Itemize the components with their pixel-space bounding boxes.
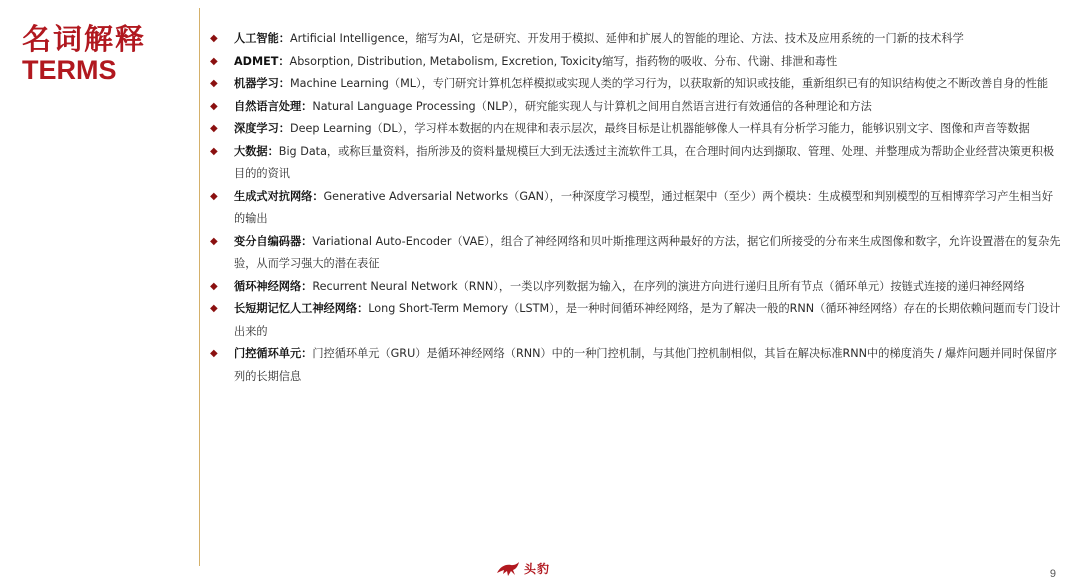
term-item — [208, 186, 1064, 231]
term-name: ADMET： — [234, 54, 290, 68]
page-number: 9 — [1049, 568, 1056, 580]
logo-text: 头豹 — [524, 562, 551, 576]
term-description: Absorption, Distribution, Metabolism, Excretion, Toxicity缩写，指药物的吸收、分布、代谢、排泄和毒性 — [289, 54, 838, 68]
term-description: Long Short-Term Memory（LSTM），是一种时间循环神经网络，是为了解决一般的RNN（循环神经网络）存在的长期依赖问题而专门设计出来的 — [234, 302, 1061, 338]
diamond-icon: ◆ — [210, 235, 218, 247]
term-description: 门控循环单元（GRU）是循环神经网络（RNN）中的一种门控机制，与其他门控机制相似，其旨在解决标准RNN中的梯度消失 / 爆炸问题并同时保留序列的长期信息 — [234, 347, 1057, 383]
diamond-icon: ◆ — [210, 123, 218, 134]
title-english: TERMS — [22, 55, 117, 86]
term-name: 大数据： — [234, 144, 279, 158]
diamond-icon: ◆ — [210, 280, 218, 292]
term-item — [208, 276, 1064, 299]
page-title — [22, 24, 146, 85]
term-name: 变分自编码器： — [234, 234, 313, 248]
term-name: 循环神经网络： — [234, 279, 313, 293]
term-description: Variational Auto-Encoder（VAE），组合了神经网络和贝叶斯推理这两种最好的方法，据它们所接受的分布来生成图像和数字，允许设置潜在的复杂先验，从而学习强大的潜在表征 — [234, 234, 1061, 270]
term-description: Deep Learning（DL），学习样本数据的内在规律和表示层次，最终目标是让机器能够像人一样具有分析学习能力，能够识别文字、图像和声音等数据 — [289, 122, 1030, 135]
term-item — [208, 298, 1064, 343]
diamond-icon: ◆ — [210, 100, 218, 112]
term-description: Machine Learning（ML），专门研究计算机怎样模拟或实现人类的学习行为，以获取新的知识或技能，重新组织已有的知识结构使之不断改善自身的性能 — [289, 77, 1049, 90]
diamond-icon: ◆ — [210, 190, 218, 202]
term-item — [208, 28, 1064, 51]
diamond-icon: ◆ — [210, 145, 218, 157]
term-name: 生成式对抗网络： — [234, 189, 324, 203]
terms-list — [208, 28, 1064, 388]
term-name: 人工智能： — [234, 32, 290, 45]
diamond-icon: ◆ — [210, 348, 218, 359]
term-description: Big Data，或称巨量资料，指所涉及的资料量规模巨大到无法透过主流软件工具，在合理时间内达到撷取、管理、处理、并整理成为帮助企业经营决策更积极目的的资讯 — [234, 144, 1055, 180]
term-item — [208, 51, 1064, 74]
term-item — [208, 343, 1064, 388]
diamond-icon: ◆ — [210, 78, 218, 89]
diamond-icon: ◆ — [210, 303, 218, 314]
term-item — [208, 96, 1064, 119]
term-description: Natural Language Processing（NLP），研究能实现人与计算机之间用自然语言进行有效通信的各种理论和方法 — [312, 99, 872, 113]
title-chinese: 名词解释 — [22, 22, 147, 56]
term-description: Generative Adversarial Networks（GAN），一种深度学习模型，通过框架中（至少）两个模块：生成模型和判别模型的互相博弈学习产生相当好的输出 — [234, 189, 1054, 225]
term-name: 深度学习： — [234, 122, 290, 135]
term-name: 长短期记忆人工神经网络： — [234, 302, 369, 315]
brand-logo — [496, 560, 550, 577]
term-item — [208, 118, 1064, 141]
term-item — [208, 73, 1064, 96]
leopard-icon — [496, 561, 520, 577]
diamond-icon: ◆ — [210, 55, 218, 67]
term-name: 门控循环单元： — [234, 347, 313, 360]
term-description: Artificial Intelligence，缩写为AI，它是研究、开发用于模拟、延伸和扩展人的智能的理论、方法、技术及应用系统的一门新的技术科学 — [289, 32, 964, 45]
term-name: 自然语言处理： — [234, 99, 313, 113]
term-description: Recurrent Neural Network（RNN），一类以序列数据为输入，在序列的演进方向进行递归且所有节点（循环单元）按链式连接的递归神经网络 — [312, 279, 1025, 293]
vertical-divider — [199, 8, 200, 566]
term-item — [208, 231, 1064, 276]
diamond-icon: ◆ — [210, 33, 218, 44]
term-name: 机器学习： — [234, 77, 290, 90]
term-item — [208, 141, 1064, 186]
